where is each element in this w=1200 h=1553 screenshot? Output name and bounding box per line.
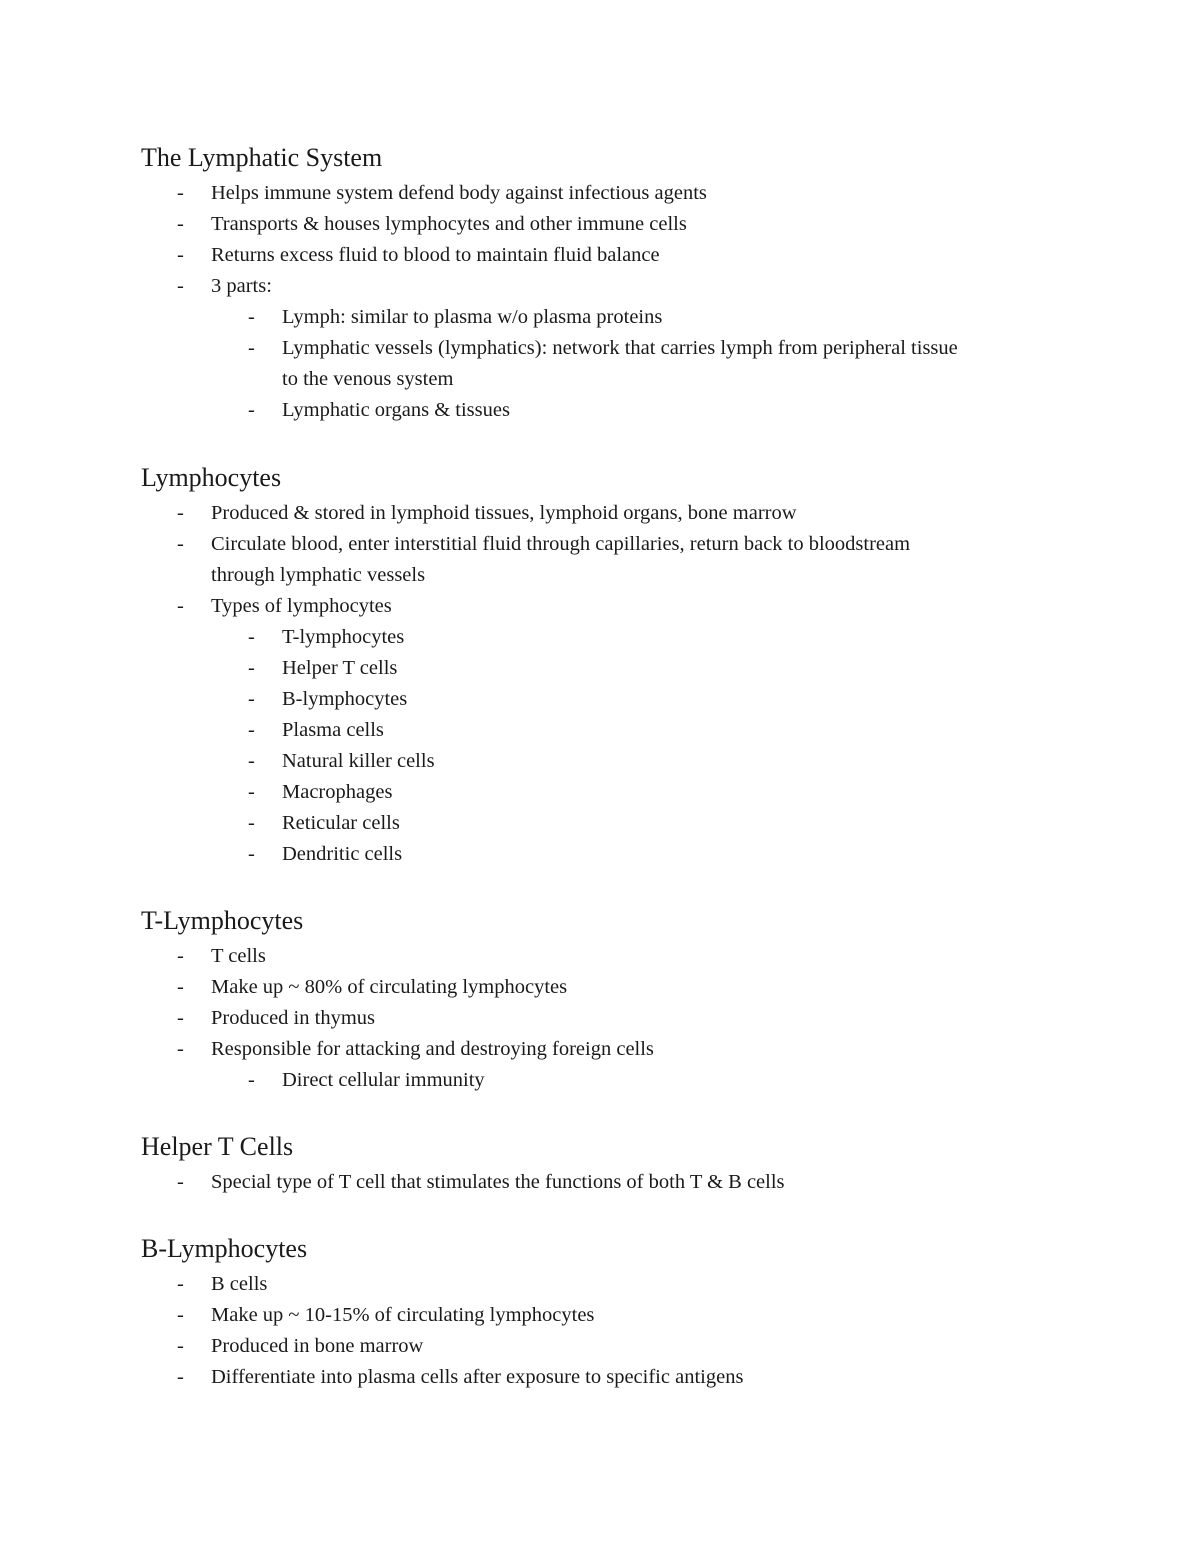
list-item-text: Circulate blood, enter interstitial fluid through capillaries, return back to bloodstream [211,533,911,555]
list-item-text: Lymphatic vessels (lymphatics): network that carries lymph from peripheral tissue [282,337,958,359]
list-item-text: B-lymphocytes [282,688,408,710]
list-item-text: through lymphatic vessels [211,564,426,586]
bullet-dash: - [177,1171,184,1193]
list-item-text: T cells [211,945,266,967]
bullet-dash: - [177,1335,184,1357]
section-heading: Lymphocytes [141,463,282,492]
bullet-dash: - [177,1038,184,1060]
list-item-text: 3 parts: [211,275,272,297]
bullet-dash: - [248,1069,255,1091]
list-item-text: B cells [211,1273,268,1295]
section-heading: The Lymphatic System [141,143,383,172]
bullet-dash: - [177,976,184,998]
bullet-dash: - [248,399,255,421]
bullet-dash: - [177,182,184,204]
list-item-text: Helper T cells [282,657,398,679]
list-item-text: Transports & houses lymphocytes and other immune cells [211,213,687,235]
list-item-text: Reticular cells [282,812,400,834]
bullet-dash: - [177,945,184,967]
bullet-dash: - [177,1304,184,1326]
bullet-dash: - [177,275,184,297]
bullet-dash: - [177,1273,184,1295]
list-item-text: Macrophages [282,781,393,803]
list-item-text: Lymph: similar to plasma w/o plasma proteins [282,306,663,328]
list-item-text: Types of lymphocytes [211,595,392,617]
list-item-text: Helps immune system defend body against infectious agents [211,182,707,204]
section-heading: T-Lymphocytes [141,906,304,935]
section-heading: B-Lymphocytes [141,1234,308,1263]
bullet-dash: - [177,595,184,617]
list-item-text: Differentiate into plasma cells after exposure to specific antigens [211,1366,744,1388]
bullet-dash: - [177,244,184,266]
bullet-dash: - [248,306,255,328]
list-item-text: to the venous system [282,368,454,390]
list-item-text: Produced & stored in lymphoid tissues, lymphoid organs, bone marrow [211,502,797,524]
bullet-dash: - [177,502,184,524]
bullet-dash: - [177,533,184,555]
bullet-dash: - [248,657,255,679]
list-item-text: Plasma cells [282,719,384,741]
list-item-text: Produced in bone marrow [211,1335,424,1357]
list-item-text: Responsible for attacking and destroying foreign cells [211,1038,654,1060]
bullet-dash: - [248,719,255,741]
list-item-text: Returns excess fluid to blood to maintain fluid balance [211,244,660,266]
bullet-dash: - [177,1366,184,1388]
bullet-dash: - [177,213,184,235]
list-item-text: T-lymphocytes [282,626,405,648]
list-item-text: Direct cellular immunity [282,1069,485,1091]
bullet-dash: - [248,750,255,772]
bullet-dash: - [248,781,255,803]
list-item-text: Make up ~ 80% of circulating lymphocytes [211,976,568,998]
list-item-text: Natural killer cells [282,750,435,772]
list-item-text: Produced in thymus [211,1007,375,1029]
list-item-text: Lymphatic organs & tissues [282,399,510,421]
bullet-dash: - [248,843,255,865]
section-heading: Helper T Cells [141,1132,294,1161]
bullet-dash: - [177,1007,184,1029]
bullet-dash: - [248,626,255,648]
list-item-text: Dendritic cells [282,843,403,865]
bullet-dash: - [248,337,255,359]
bullet-dash: - [248,812,255,834]
bullet-dash: - [248,688,255,710]
list-item-text: Make up ~ 10-15% of circulating lymphocytes [211,1304,595,1326]
list-item-text: Special type of T cell that stimulates the functions of both T & B cells [211,1171,785,1193]
